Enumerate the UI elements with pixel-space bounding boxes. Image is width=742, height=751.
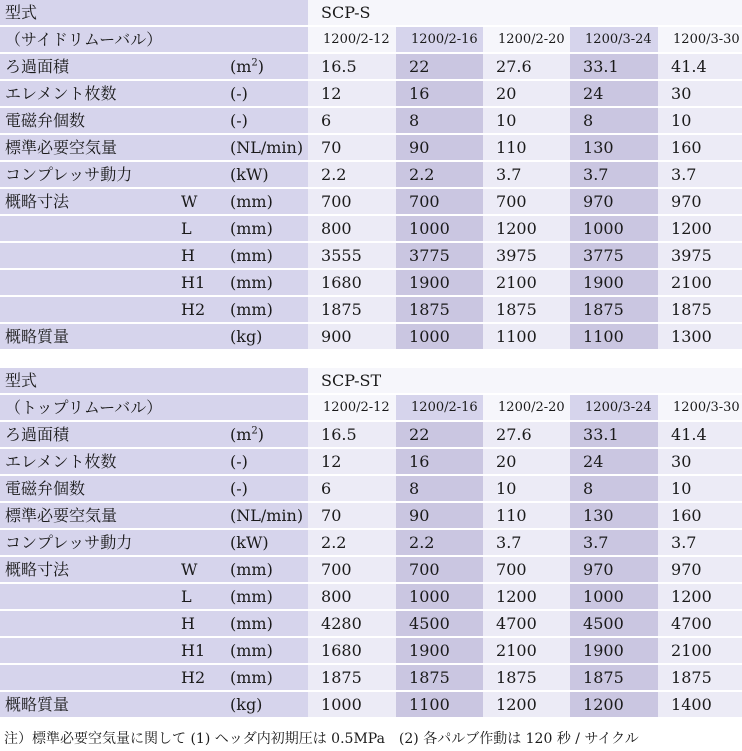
row-sub-label bbox=[176, 691, 226, 718]
table-row bbox=[0, 242, 742, 269]
unit-superscript: 2 bbox=[251, 425, 258, 437]
row-label: ろ過面積 bbox=[0, 53, 176, 80]
cell-value: 800 bbox=[308, 215, 396, 242]
row-sub-label: W bbox=[176, 556, 226, 583]
model-label: 型式 bbox=[0, 368, 308, 394]
row-label: コンプレッサ動力 bbox=[0, 161, 176, 188]
cell-value: 6 bbox=[308, 107, 396, 134]
cell-value: 3.7 bbox=[658, 529, 742, 556]
cell-value: 3555 bbox=[308, 242, 396, 269]
cell-value: 160 bbox=[658, 134, 742, 161]
unit-text: (NL/min) bbox=[230, 138, 304, 157]
cell-value: 1300 bbox=[658, 323, 742, 350]
row-sub-label bbox=[176, 529, 226, 556]
unit-text: (kg) bbox=[230, 695, 263, 714]
variant-name: 1200/2-20 bbox=[483, 26, 570, 53]
table-row bbox=[0, 80, 742, 107]
cell-value: 3775 bbox=[570, 242, 658, 269]
cell-value: 970 bbox=[570, 556, 658, 583]
unit-text: (mm) bbox=[230, 641, 273, 660]
row-unit bbox=[226, 502, 308, 529]
row-unit bbox=[226, 556, 308, 583]
cell-value: 27.6 bbox=[483, 53, 570, 80]
table-row bbox=[0, 475, 742, 502]
cell-value: 1875 bbox=[570, 664, 658, 691]
row-sub-label bbox=[176, 134, 226, 161]
cell-value: 1100 bbox=[483, 323, 570, 350]
unit-close: ) bbox=[257, 57, 265, 76]
row-label bbox=[0, 296, 176, 323]
cell-value: 700 bbox=[396, 556, 483, 583]
cell-value: 1200 bbox=[658, 583, 742, 610]
cell-value: 1000 bbox=[308, 691, 396, 718]
cell-value: 2.2 bbox=[308, 529, 396, 556]
cell-value: 1875 bbox=[483, 296, 570, 323]
variant-name: 1200/2-16 bbox=[396, 394, 483, 421]
unit-text: (m bbox=[230, 425, 252, 444]
unit-text: (mm) bbox=[230, 587, 273, 606]
row-unit bbox=[226, 610, 308, 637]
cell-value: 22 bbox=[396, 421, 483, 448]
row-sub-label: H2 bbox=[176, 664, 226, 691]
row-label: エレメント枚数 bbox=[0, 80, 176, 107]
spec-table-scp-s bbox=[0, 0, 742, 351]
unit-text: (m bbox=[230, 57, 252, 76]
cell-value: 1680 bbox=[308, 637, 396, 664]
row-label bbox=[0, 610, 176, 637]
row-sub-label bbox=[176, 323, 226, 350]
table-row bbox=[0, 448, 742, 475]
cell-value: 1200 bbox=[483, 215, 570, 242]
unit-text: (-) bbox=[230, 84, 248, 103]
cell-value: 1000 bbox=[396, 583, 483, 610]
table-row bbox=[0, 188, 742, 215]
unit-text: (mm) bbox=[230, 246, 273, 265]
row-sub-label bbox=[176, 475, 226, 502]
cell-value: 1000 bbox=[396, 215, 483, 242]
row-sub-label bbox=[176, 502, 226, 529]
row-label: 概略質量 bbox=[0, 323, 176, 350]
row-unit bbox=[226, 161, 308, 188]
row-unit bbox=[226, 269, 308, 296]
cell-value: 12 bbox=[308, 80, 396, 107]
cell-value: 700 bbox=[308, 188, 396, 215]
variant-label: （トップリムーバル） bbox=[0, 394, 308, 421]
row-sub-label: H1 bbox=[176, 637, 226, 664]
cell-value: 110 bbox=[483, 502, 570, 529]
row-unit bbox=[226, 448, 308, 475]
row-label bbox=[0, 215, 176, 242]
cell-value: 900 bbox=[308, 323, 396, 350]
cell-value: 2100 bbox=[483, 637, 570, 664]
table-row bbox=[0, 161, 742, 188]
table-row bbox=[0, 296, 742, 323]
variant-name: 1200/3-24 bbox=[570, 394, 658, 421]
cell-value: 800 bbox=[308, 583, 396, 610]
cell-value: 1900 bbox=[396, 637, 483, 664]
cell-value: 10 bbox=[483, 107, 570, 134]
unit-text: (mm) bbox=[230, 560, 273, 579]
row-sub-label: H bbox=[176, 242, 226, 269]
cell-value: 970 bbox=[658, 188, 742, 215]
table-row bbox=[0, 269, 742, 296]
cell-value: 3.7 bbox=[570, 529, 658, 556]
table-row bbox=[0, 323, 742, 350]
unit-text: (kg) bbox=[230, 327, 263, 346]
row-sub-label: L bbox=[176, 583, 226, 610]
cell-value: 1875 bbox=[570, 296, 658, 323]
unit-text: (mm) bbox=[230, 300, 273, 319]
variant-name: 1200/2-12 bbox=[308, 394, 396, 421]
row-label: 標準必要空気量 bbox=[0, 502, 176, 529]
cell-value: 16.5 bbox=[308, 421, 396, 448]
unit-text: (-) bbox=[230, 111, 248, 130]
cell-value: 130 bbox=[570, 134, 658, 161]
cell-value: 90 bbox=[396, 134, 483, 161]
cell-value: 1900 bbox=[570, 637, 658, 664]
unit-text: (mm) bbox=[230, 614, 273, 633]
cell-value: 970 bbox=[658, 556, 742, 583]
row-unit bbox=[226, 583, 308, 610]
cell-value: 1900 bbox=[570, 269, 658, 296]
cell-value: 2.2 bbox=[396, 529, 483, 556]
unit-text: (mm) bbox=[230, 668, 273, 687]
row-label bbox=[0, 583, 176, 610]
row-label: エレメント枚数 bbox=[0, 448, 176, 475]
cell-value: 3.7 bbox=[570, 161, 658, 188]
cell-value: 16 bbox=[396, 448, 483, 475]
unit-text: (-) bbox=[230, 452, 248, 471]
row-label bbox=[0, 242, 176, 269]
cell-value: 1000 bbox=[570, 583, 658, 610]
cell-value: 22 bbox=[396, 53, 483, 80]
cell-value: 700 bbox=[483, 556, 570, 583]
row-unit bbox=[226, 134, 308, 161]
row-label: コンプレッサ動力 bbox=[0, 529, 176, 556]
cell-value: 2100 bbox=[658, 269, 742, 296]
row-sub-label: L bbox=[176, 215, 226, 242]
row-label bbox=[0, 637, 176, 664]
cell-value: 970 bbox=[570, 188, 658, 215]
cell-value: 1000 bbox=[570, 215, 658, 242]
table-row bbox=[0, 529, 742, 556]
variant-name: 1200/2-12 bbox=[308, 26, 396, 53]
model-row bbox=[0, 368, 742, 394]
cell-value: 2100 bbox=[483, 269, 570, 296]
table-row bbox=[0, 556, 742, 583]
table-row bbox=[0, 610, 742, 637]
unit-text: (NL/min) bbox=[230, 506, 304, 525]
cell-value: 70 bbox=[308, 502, 396, 529]
row-unit bbox=[226, 323, 308, 350]
cell-value: 160 bbox=[658, 502, 742, 529]
variant-name: 1200/3-24 bbox=[570, 26, 658, 53]
cell-value: 1875 bbox=[396, 664, 483, 691]
cell-value: 12 bbox=[308, 448, 396, 475]
cell-value: 8 bbox=[570, 475, 658, 502]
row-sub-label: H2 bbox=[176, 296, 226, 323]
row-label: 電磁弁個数 bbox=[0, 107, 176, 134]
cell-value: 700 bbox=[308, 556, 396, 583]
footnote: 注）標準必要空気量に関して (1) ヘッダ内初期圧は 0.5MPa (2) 各パルブ作動は 120 秒 / サイクル bbox=[4, 731, 639, 747]
row-sub-label bbox=[176, 161, 226, 188]
cell-value: 3975 bbox=[658, 242, 742, 269]
row-unit bbox=[226, 107, 308, 134]
row-sub-label bbox=[176, 421, 226, 448]
unit-text: (mm) bbox=[230, 273, 273, 292]
cell-value: 1200 bbox=[658, 215, 742, 242]
row-unit bbox=[226, 215, 308, 242]
variant-name: 1200/2-20 bbox=[483, 394, 570, 421]
table-row bbox=[0, 502, 742, 529]
cell-value: 2100 bbox=[658, 637, 742, 664]
cell-value: 16.5 bbox=[308, 53, 396, 80]
variant-row bbox=[0, 26, 742, 53]
cell-value: 30 bbox=[658, 448, 742, 475]
cell-value: 16 bbox=[396, 80, 483, 107]
cell-value: 1200 bbox=[483, 691, 570, 718]
cell-value: 2.2 bbox=[396, 161, 483, 188]
row-unit bbox=[226, 53, 308, 80]
cell-value: 27.6 bbox=[483, 421, 570, 448]
row-unit bbox=[226, 296, 308, 323]
row-unit bbox=[226, 637, 308, 664]
cell-value: 10 bbox=[483, 475, 570, 502]
row-unit bbox=[226, 242, 308, 269]
row-label: 電磁弁個数 bbox=[0, 475, 176, 502]
cell-value: 33.1 bbox=[570, 421, 658, 448]
row-label: ろ過面積 bbox=[0, 421, 176, 448]
cell-value: 1200 bbox=[483, 583, 570, 610]
cell-value: 130 bbox=[570, 502, 658, 529]
cell-value: 3.7 bbox=[483, 161, 570, 188]
unit-superscript: 2 bbox=[251, 57, 258, 69]
cell-value: 6 bbox=[308, 475, 396, 502]
variant-name: 1200/3-30 bbox=[658, 26, 742, 53]
table-row bbox=[0, 215, 742, 242]
cell-value: 110 bbox=[483, 134, 570, 161]
table-row bbox=[0, 107, 742, 134]
variant-row bbox=[0, 394, 742, 421]
cell-value: 1875 bbox=[308, 296, 396, 323]
table-row bbox=[0, 421, 742, 448]
cell-value: 1875 bbox=[658, 296, 742, 323]
model-value: SCP-S bbox=[308, 0, 742, 26]
cell-value: 33.1 bbox=[570, 53, 658, 80]
cell-value: 1900 bbox=[396, 269, 483, 296]
cell-value: 10 bbox=[658, 475, 742, 502]
cell-value: 4500 bbox=[396, 610, 483, 637]
table-row bbox=[0, 134, 742, 161]
unit-close: ) bbox=[257, 425, 265, 444]
cell-value: 8 bbox=[396, 107, 483, 134]
row-unit bbox=[226, 421, 308, 448]
table-row bbox=[0, 583, 742, 610]
unit-text: (mm) bbox=[230, 192, 273, 211]
cell-value: 1680 bbox=[308, 269, 396, 296]
model-row bbox=[0, 0, 742, 26]
cell-value: 1875 bbox=[308, 664, 396, 691]
row-label: 概略寸法 bbox=[0, 556, 176, 583]
row-label bbox=[0, 269, 176, 296]
row-sub-label bbox=[176, 448, 226, 475]
cell-value: 8 bbox=[570, 107, 658, 134]
variant-name: 1200/3-30 bbox=[658, 394, 742, 421]
row-unit bbox=[226, 691, 308, 718]
cell-value: 1100 bbox=[570, 323, 658, 350]
cell-value: 41.4 bbox=[658, 421, 742, 448]
table-row bbox=[0, 691, 742, 718]
cell-value: 700 bbox=[396, 188, 483, 215]
row-label: 概略寸法 bbox=[0, 188, 176, 215]
unit-text: (-) bbox=[230, 479, 248, 498]
cell-value: 4280 bbox=[308, 610, 396, 637]
cell-value: 3.7 bbox=[483, 529, 570, 556]
row-label: 概略質量 bbox=[0, 691, 176, 718]
cell-value: 4700 bbox=[483, 610, 570, 637]
table-row bbox=[0, 637, 742, 664]
cell-value: 1875 bbox=[483, 664, 570, 691]
cell-value: 4500 bbox=[570, 610, 658, 637]
row-label bbox=[0, 664, 176, 691]
unit-text: (kW) bbox=[230, 165, 269, 184]
cell-value: 1875 bbox=[396, 296, 483, 323]
unit-text: (kW) bbox=[230, 533, 269, 552]
cell-value: 70 bbox=[308, 134, 396, 161]
cell-value: 2.2 bbox=[308, 161, 396, 188]
cell-value: 4700 bbox=[658, 610, 742, 637]
row-unit bbox=[226, 475, 308, 502]
cell-value: 24 bbox=[570, 80, 658, 107]
cell-value: 24 bbox=[570, 448, 658, 475]
cell-value: 3775 bbox=[396, 242, 483, 269]
model-label: 型式 bbox=[0, 0, 308, 26]
cell-value: 1200 bbox=[570, 691, 658, 718]
cell-value: 10 bbox=[658, 107, 742, 134]
cell-value: 20 bbox=[483, 448, 570, 475]
table-row bbox=[0, 664, 742, 691]
table-row bbox=[0, 53, 742, 80]
row-sub-label bbox=[176, 80, 226, 107]
cell-value: 1000 bbox=[396, 323, 483, 350]
unit-text: (mm) bbox=[230, 219, 273, 238]
cell-value: 3975 bbox=[483, 242, 570, 269]
row-sub-label: H1 bbox=[176, 269, 226, 296]
cell-value: 90 bbox=[396, 502, 483, 529]
row-sub-label bbox=[176, 53, 226, 80]
row-sub-label: H bbox=[176, 610, 226, 637]
row-unit bbox=[226, 664, 308, 691]
cell-value: 8 bbox=[396, 475, 483, 502]
row-unit bbox=[226, 188, 308, 215]
cell-value: 1875 bbox=[658, 664, 742, 691]
cell-value: 1400 bbox=[658, 691, 742, 718]
cell-value: 41.4 bbox=[658, 53, 742, 80]
row-unit bbox=[226, 80, 308, 107]
row-sub-label bbox=[176, 107, 226, 134]
cell-value: 30 bbox=[658, 80, 742, 107]
row-unit bbox=[226, 529, 308, 556]
spec-table-scp-st bbox=[0, 368, 742, 719]
cell-value: 1100 bbox=[396, 691, 483, 718]
variant-name: 1200/2-16 bbox=[396, 26, 483, 53]
variant-label: （サイドリムーバル） bbox=[0, 26, 308, 53]
row-label: 標準必要空気量 bbox=[0, 134, 176, 161]
cell-value: 3.7 bbox=[658, 161, 742, 188]
cell-value: 20 bbox=[483, 80, 570, 107]
row-sub-label: W bbox=[176, 188, 226, 215]
cell-value: 700 bbox=[483, 188, 570, 215]
model-value: SCP-ST bbox=[308, 368, 742, 394]
